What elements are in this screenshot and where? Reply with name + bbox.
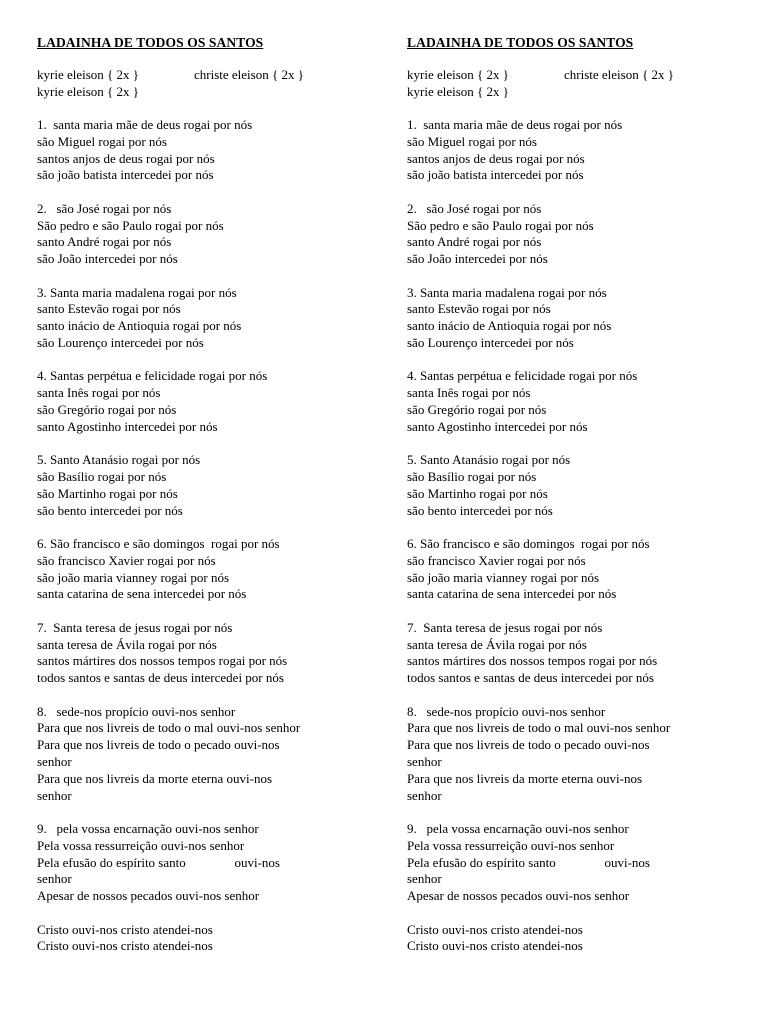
litany-line: santa Inês rogai por nós <box>37 385 161 401</box>
litany-line: 7. Santa teresa de jesus rogai por nós <box>407 619 603 635</box>
christe-text: christe eleison { 2x } <box>194 67 304 82</box>
intro-row <box>407 84 762 101</box>
kyrie-text: kyrie eleison { 2x } <box>37 67 140 82</box>
intro-row <box>37 84 392 101</box>
litany-line: são Basílio rogai por nós <box>37 469 167 485</box>
document-title: LADAINHA DE TODOS OS SANTOS <box>407 35 634 50</box>
litany-line: são Basílio rogai por nós <box>407 469 537 485</box>
litany-section <box>407 117 762 184</box>
litany-line: santo André rogai por nós <box>407 234 542 250</box>
litany-line: são João intercedei por nós <box>407 251 548 267</box>
litany-line: 7. Santa teresa de jesus rogai por nós <box>37 619 233 635</box>
litany-line: são francisco Xavier rogai por nós <box>407 552 586 568</box>
litany-section <box>407 922 762 956</box>
litany-line: 5. Santo Atanásio rogai por nós <box>37 452 201 468</box>
litany-line: são Gregório rogai por nós <box>407 402 547 418</box>
litany-line: 2. são José rogai por nós <box>37 200 172 216</box>
litany-line: Cristo ouvi-nos cristo atendei-nos <box>407 938 583 954</box>
litany-section <box>37 704 392 805</box>
document-title: LADAINHA DE TODOS OS SANTOS <box>37 35 264 50</box>
litany-line: são joão batista intercedei por nós <box>37 167 214 183</box>
litany-section <box>37 536 392 603</box>
litany-line: santo Agostinho intercedei por nós <box>37 418 218 434</box>
litany-line: 4. Santas perpétua e felicidade rogai por nós <box>37 368 268 384</box>
litany-section <box>407 536 762 603</box>
litany-section <box>407 452 762 519</box>
litany-section <box>37 368 392 435</box>
litany-line: Cristo ouvi-nos cristo atendei-nos <box>37 938 213 954</box>
litany-line: senhor <box>37 753 72 769</box>
litany-section <box>407 620 762 687</box>
litany-line: santa teresa de Ávila rogai por nós <box>407 636 587 652</box>
litany-section <box>37 201 392 268</box>
litany-line: Para que nos livreis de todo o pecado ouvi-nos <box>37 737 280 753</box>
litany-line: 8. sede-nos propício ouvi-nos senhor <box>37 703 236 719</box>
litany-line: são joão maria vianney rogai por nós <box>407 569 600 585</box>
litany-line: são Lourenço intercedei por nós <box>407 335 574 351</box>
litany-line: são bento intercedei por nós <box>407 502 553 518</box>
christe-text: christe eleison { 2x } <box>564 67 674 82</box>
litany-section <box>407 704 762 805</box>
litany-line: 9. pela vossa encarnação ouvi-nos senhor <box>37 820 259 836</box>
litany-line: senhor <box>37 787 72 803</box>
litany-line: São pedro e são Paulo rogai por nós <box>37 217 224 233</box>
litany-section <box>37 285 392 352</box>
litany-section <box>37 922 392 956</box>
litany-line: Para que nos livreis da morte eterna ouvi-nos <box>37 770 273 786</box>
litany-line: senhor <box>407 753 442 769</box>
intro-block <box>37 67 392 101</box>
litany-section <box>407 821 762 905</box>
litany-section <box>407 285 762 352</box>
litany-line: Para que nos livreis de todo o mal ouvi-nos senhor <box>37 720 301 736</box>
litany-line: são Miguel rogai por nós <box>407 133 537 149</box>
litany-line: todos santos e santas de deus intercedei por nós <box>37 670 284 686</box>
litany-line: Pela vossa ressurreição ouvi-nos senhor <box>37 837 245 853</box>
litany-line: Pela vossa ressurreição ouvi-nos senhor <box>407 837 615 853</box>
litany-line: todos santos e santas de deus intercedei por nós <box>407 670 654 686</box>
litany-line: santa catarina de sena intercedei por nós <box>37 586 247 602</box>
litany-sections <box>37 117 392 955</box>
litany-line: santo Estevão rogai por nós <box>407 301 551 317</box>
litany-line: são bento intercedei por nós <box>37 502 183 518</box>
litany-line: santa catarina de sena intercedei por nós <box>407 586 617 602</box>
litany-line: 3. Santa maria madalena rogai por nós <box>37 284 237 300</box>
litany-section <box>407 201 762 268</box>
litany-line: são joão maria vianney rogai por nós <box>37 569 230 585</box>
litany-line: são Martinho rogai por nós <box>37 485 178 501</box>
litany-section <box>37 620 392 687</box>
litany-line: santos mártires dos nossos tempos rogai por nós <box>407 653 658 669</box>
litany-line: Pela efusão do espírito santo ouvi-nos <box>407 854 650 870</box>
intro-row <box>407 67 762 84</box>
litany-line: Para que nos livreis de todo o pecado ouvi-nos <box>407 737 650 753</box>
right-column <box>407 34 762 972</box>
litany-line: Para que nos livreis da morte eterna ouvi-nos <box>407 770 643 786</box>
litany-section <box>37 452 392 519</box>
intro-row <box>37 67 392 84</box>
litany-line: 1. santa maria mãe de deus rogai por nós <box>37 117 253 133</box>
litany-line: 8. sede-nos propício ouvi-nos senhor <box>407 703 606 719</box>
litany-sections <box>407 117 762 955</box>
litany-line: 5. Santo Atanásio rogai por nós <box>407 452 571 468</box>
kyrie-text: kyrie eleison { 2x } <box>407 83 510 99</box>
litany-line: santos anjos de deus rogai por nós <box>37 150 215 166</box>
litany-line: santo André rogai por nós <box>37 234 172 250</box>
litany-line: 9. pela vossa encarnação ouvi-nos senhor <box>407 820 629 836</box>
intro-block <box>407 67 762 101</box>
litany-section <box>37 821 392 905</box>
litany-line: santos anjos de deus rogai por nós <box>407 150 585 166</box>
kyrie-text: kyrie eleison { 2x } <box>37 83 140 99</box>
kyrie-text: kyrie eleison { 2x } <box>407 67 510 82</box>
litany-line: são joão batista intercedei por nós <box>407 167 584 183</box>
litany-line: Apesar de nossos pecados ouvi-nos senhor <box>37 888 260 904</box>
litany-line: são Martinho rogai por nós <box>407 485 548 501</box>
litany-line: 6. São francisco e são domingos rogai por nós <box>37 536 280 551</box>
litany-line: santa Inês rogai por nós <box>407 385 531 401</box>
litany-line: senhor <box>407 787 442 803</box>
litany-line: 2. são José rogai por nós <box>407 200 542 216</box>
litany-line: 6. São francisco e são domingos rogai por nós <box>407 536 650 551</box>
litany-line: são Gregório rogai por nós <box>37 402 177 418</box>
litany-line: santo Agostinho intercedei por nós <box>407 418 588 434</box>
litany-line: senhor <box>407 871 442 887</box>
litany-line: 1. santa maria mãe de deus rogai por nós <box>407 117 623 133</box>
litany-line: santa teresa de Ávila rogai por nós <box>37 636 217 652</box>
left-column <box>37 34 392 972</box>
litany-line: senhor <box>37 871 72 887</box>
litany-line: 3. Santa maria madalena rogai por nós <box>407 284 607 300</box>
litany-section <box>37 117 392 184</box>
litany-line: são João intercedei por nós <box>37 251 178 267</box>
litany-line: santos mártires dos nossos tempos rogai por nós <box>37 653 288 669</box>
litany-line: santo inácio de Antioquia rogai por nós <box>407 318 612 334</box>
litany-line: Para que nos livreis de todo o mal ouvi-nos senhor <box>407 720 671 736</box>
litany-line: santo Estevão rogai por nós <box>37 301 181 317</box>
litany-line: Pela efusão do espírito santo ouvi-nos <box>37 854 280 870</box>
litany-line: são Lourenço intercedei por nós <box>37 335 204 351</box>
litany-line: são francisco Xavier rogai por nós <box>37 552 216 568</box>
litany-section <box>407 368 762 435</box>
litany-line: Apesar de nossos pecados ouvi-nos senhor <box>407 888 630 904</box>
litany-line: santo inácio de Antioquia rogai por nós <box>37 318 242 334</box>
litany-line: Cristo ouvi-nos cristo atendei-nos <box>407 921 583 937</box>
litany-line: 4. Santas perpétua e felicidade rogai por nós <box>407 368 638 384</box>
litany-line: Cristo ouvi-nos cristo atendei-nos <box>37 921 213 937</box>
litany-line: são Miguel rogai por nós <box>37 133 167 149</box>
litany-line: São pedro e são Paulo rogai por nós <box>407 217 594 233</box>
